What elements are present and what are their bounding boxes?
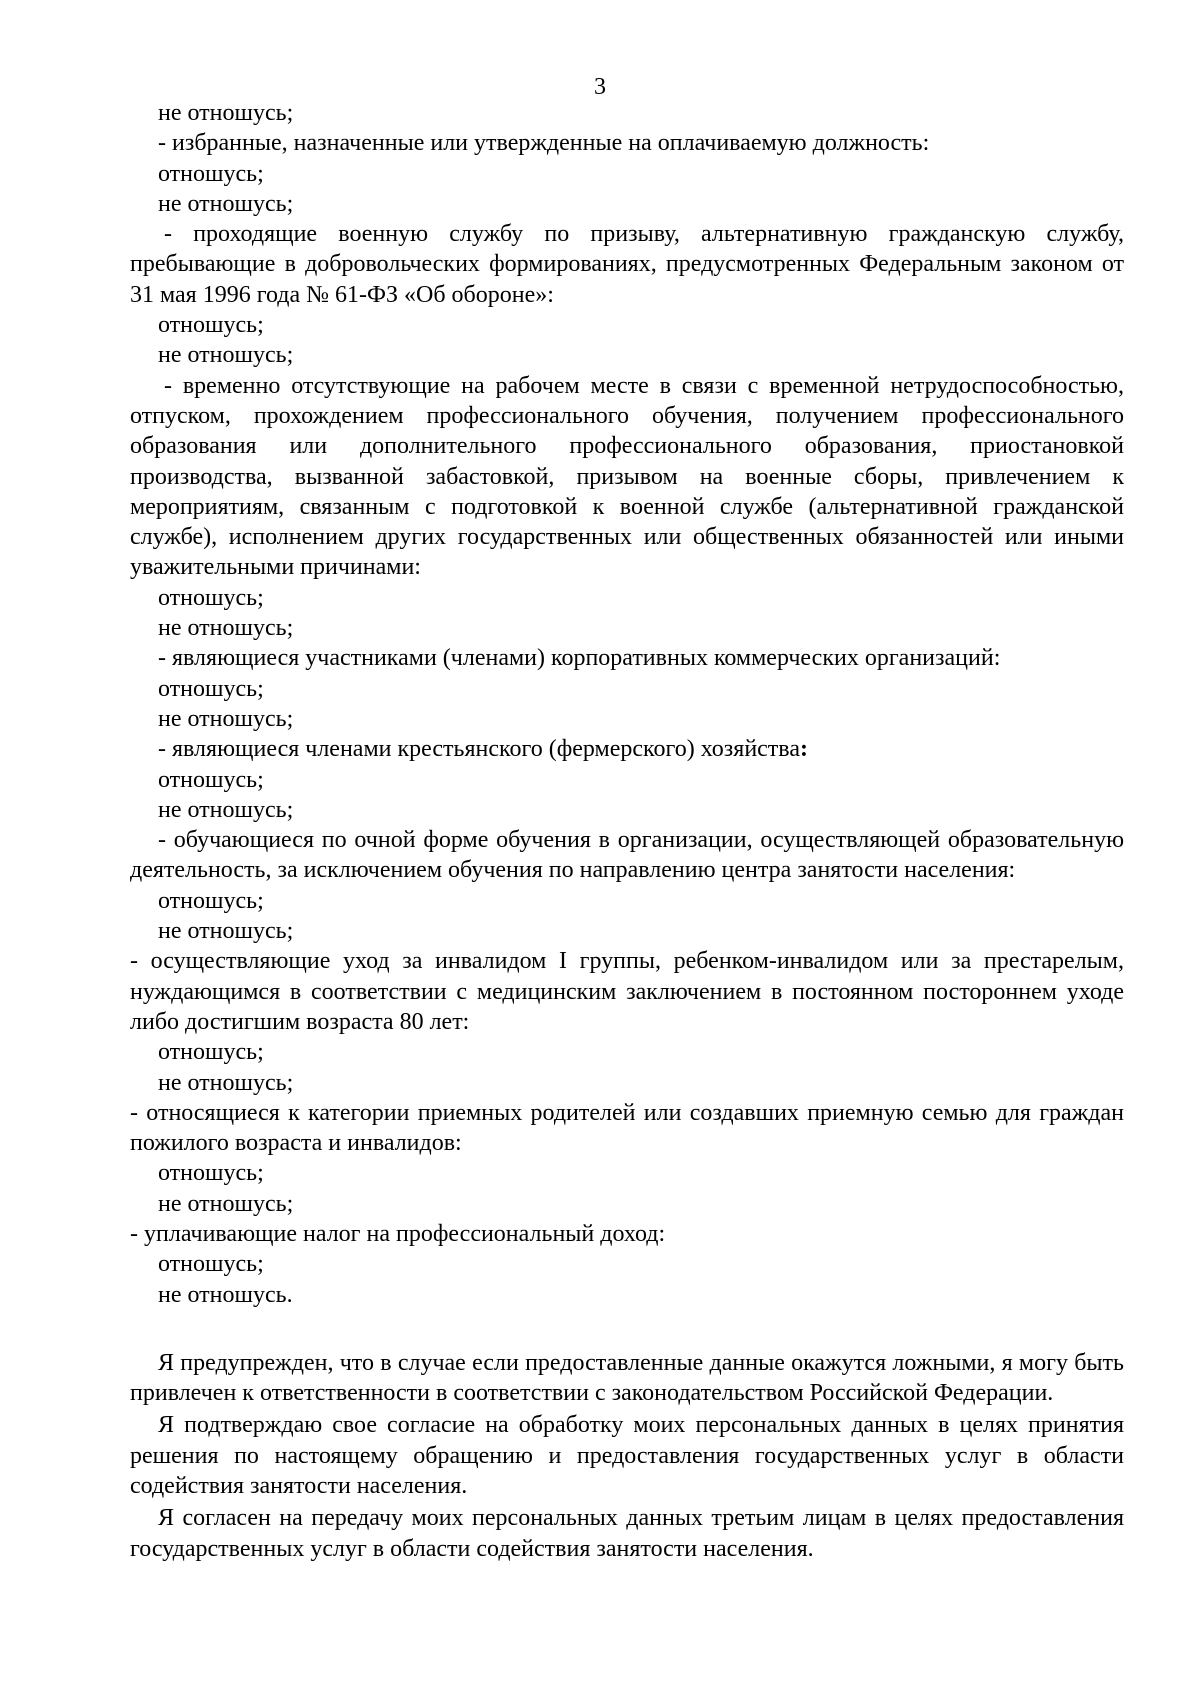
category-elected-positions: - избранные, назначенные или утвержденные на оплачиваемую должность: xyxy=(158,130,930,157)
statement-third-party-consent: Я согласен на передачу моих персональных данных третьим лицам в целях предоставления государственных услуг в области содействия занятости населения. xyxy=(130,1505,1124,1562)
option-no-8: не отношусь; xyxy=(158,1069,294,1096)
category-farm-members-colon: : xyxy=(799,736,808,763)
option-yes-6: отношусь; xyxy=(158,766,264,793)
option-yes-8: отношусь; xyxy=(158,1039,264,1066)
option-no-5: не отношусь; xyxy=(158,705,294,732)
statement-liability-warning: Я предупрежден, что в случае если предоставленные данные окажутся ложными, я могу быть привлечен к ответственности в соответствии с законодательством Российской Федерации. xyxy=(130,1349,1124,1407)
option-yes-9: отношусь; xyxy=(158,1160,264,1187)
section-spacer xyxy=(130,1310,1124,1340)
option-no-2: не отношусь; xyxy=(158,190,294,217)
option-yes-5: отношусь; xyxy=(158,675,264,702)
category-self-employed-tax: - уплачивающие налог на профессиональный доход: xyxy=(130,1220,666,1247)
option-yes-10: отношусь; xyxy=(158,1251,264,1278)
category-farm-members-text: - являющиеся членами крестьянского (фермерского) хозяйства xyxy=(158,736,800,763)
option-no-1: не отношусь; xyxy=(158,100,294,126)
option-no-3: не отношусь; xyxy=(158,342,294,369)
category-corporate-members: - являющиеся участниками (членами) корпоративных коммерческих организаций: xyxy=(158,645,1001,672)
option-yes-4: отношусь; xyxy=(158,584,264,611)
category-temporarily-absent: - временно отсутствующие на рабочем месте в связи с временной нетрудоспособностью, отпуском, прохождением профессионального обучения, получением профессионального образования или дополнительного профессионального образования, приостановкой производства, вызванной забастовкой, призывом на военные сборы, привлечением к мероприятиям, связанным с подготовкой к военной службе (альтернативной гражданской службе), исполнением других государственных или общественных обязанностей или иными уважительными причинами: xyxy=(130,372,1124,581)
page-number: 3 xyxy=(594,74,606,100)
option-no-7: не отношусь; xyxy=(158,918,294,945)
option-yes-3: отношусь; xyxy=(158,312,264,339)
category-foster-parents: - относящиеся к категории приемных родителей или создавших приемную семью для граждан пожилого возраста и инвалидов: xyxy=(130,1099,1124,1157)
statement-data-processing-consent: Я подтверждаю свое согласие на обработку моих персональных данных в целях принятия решения по настоящему обращению и предоставления государственных услуг в области содействия занятости населения. xyxy=(130,1412,1124,1500)
category-caregivers: - осуществляющие уход за инвалидом I группы, ребенком-инвалидом или за престарелым, нуждающимся в соответствии с медицинским заключением в постоянном постороннем уходе либо достигшим возраста 80 лет: xyxy=(130,948,1124,1035)
document-body xyxy=(130,98,1124,1564)
category-farm-members xyxy=(130,734,1124,764)
option-no-10: не отношусь. xyxy=(158,1281,293,1308)
option-yes-2: отношусь; xyxy=(158,160,264,187)
category-military-service: - проходящие военную службу по призыву, альтернативную гражданскую службу, пребывающие в добровольческих формированиях, предусмотренных Федеральным законом от 31 мая 1996 года № 61-ФЗ «Об обороне»: xyxy=(130,221,1124,308)
option-yes-7: отношусь; xyxy=(158,887,264,914)
option-no-4: не отношусь; xyxy=(158,615,294,642)
category-full-time-students: - обучающиеся по очной форме обучения в организации, осуществляющей образовательную деятельность, за исключением обучения по направлению центра занятости населения: xyxy=(130,827,1124,884)
option-no-9: не отношусь; xyxy=(158,1190,294,1217)
option-no-6: не отношусь; xyxy=(158,796,294,823)
